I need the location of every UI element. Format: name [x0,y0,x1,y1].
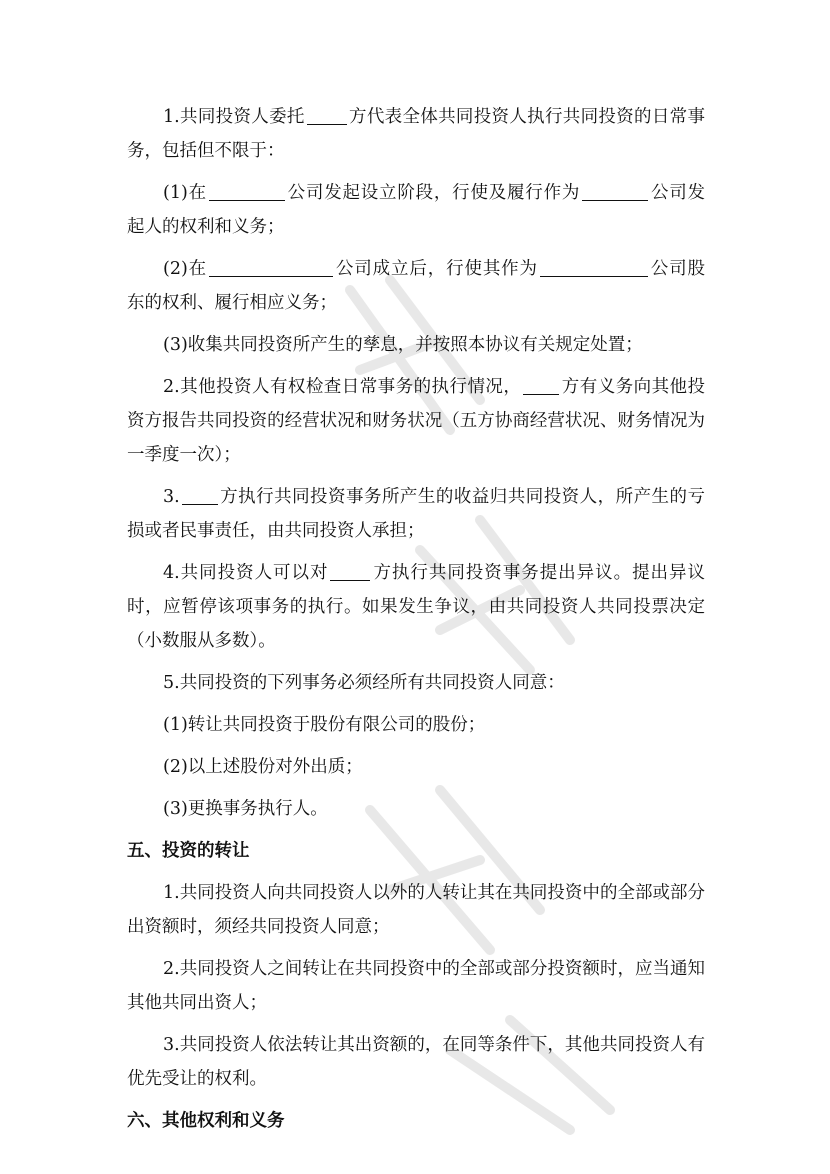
fill-blank [307,104,347,125]
clause-text: 2.其他投资人有权检查日常事务的执行情况， [163,377,522,397]
fill-blank [182,484,218,505]
fill-blank [330,560,370,581]
fill-blank [523,374,559,395]
clause-text: 公司股东的权利、履行相应义务； [127,259,706,313]
clause-text: 方有义务向其他投资方报告共同投资的经营状况和财务状况（五方协商经营状况、财务情况为一季度一次）； [127,377,705,465]
clause-text: 4.共同投资人可以对 [163,563,329,583]
fill-blank [209,180,285,201]
clause-4-5-1: (1)转让共同投资于股份有限公司的股份； [163,715,486,735]
clause-text: 方执行共同投资事务提出异议。提出异议时，应暂停该项事务的执行。如果发生争议，由共同投资人共同投票决定（小数服从多数）。 [127,563,705,651]
clause-4-1-1 [127,176,705,244]
fill-blank [582,180,648,201]
clause-4-5-3: (3)更换事务执行人。 [163,799,328,819]
clause-4-3 [127,480,705,548]
clause-text: 3. [163,487,180,507]
clause-text: 方代表全体共同投资人执行共同投资的日常事务，包括但不限于： [127,107,706,161]
clause-5-3: 3.共同投资人依法转让其出资额的，在同等条件下，其他共同投资人有优先受让的权利。 [127,1035,705,1089]
clause-5-2: 2.共同投资人之间转让在共同投资中的全部或部分投资额时，应当通知其他共同出资人； [127,959,705,1013]
clause-text: 1.共同投资人委托 [163,107,305,127]
clause-5-1: 1.共同投资人向共同投资人以外的人转让其在共同投资中的全部或部分出资额时，须经共同投资人同意； [127,883,705,937]
clause-4-1-3: (3)收集共同投资所产生的孳息，并按照本协议有关规定处置； [163,335,643,355]
clause-4-1-2 [127,252,705,320]
clause-4-4 [127,556,705,658]
fill-blank [540,256,648,277]
clause-text: (2)在 [163,259,208,279]
clause-text: 公司发起人的权利和义务； [127,183,706,237]
document-body [127,100,705,1146]
clause-text: (1)在 [163,183,207,203]
fill-blank [209,256,333,277]
clause-4-1 [127,100,705,168]
clause-4-5-2: (2)以上述股份对外出质； [163,757,363,777]
section-heading-6: 六、其他权利和义务 [127,1111,285,1131]
clause-text: 公司成立后，行使其作为 [335,259,538,279]
section-heading-5: 五、投资的转让 [127,841,250,861]
clause-4-2 [127,370,705,472]
clause-4-5: 5.共同投资的下列事务必须经所有共同投资人同意： [163,673,565,693]
clause-text: 公司发起设立阶段，行使及履行作为 [286,183,581,203]
clause-text: 方执行共同投资事务所产生的收益归共同投资人，所产生的亏损或者民事责任，由共同投资人承担； [127,487,705,541]
